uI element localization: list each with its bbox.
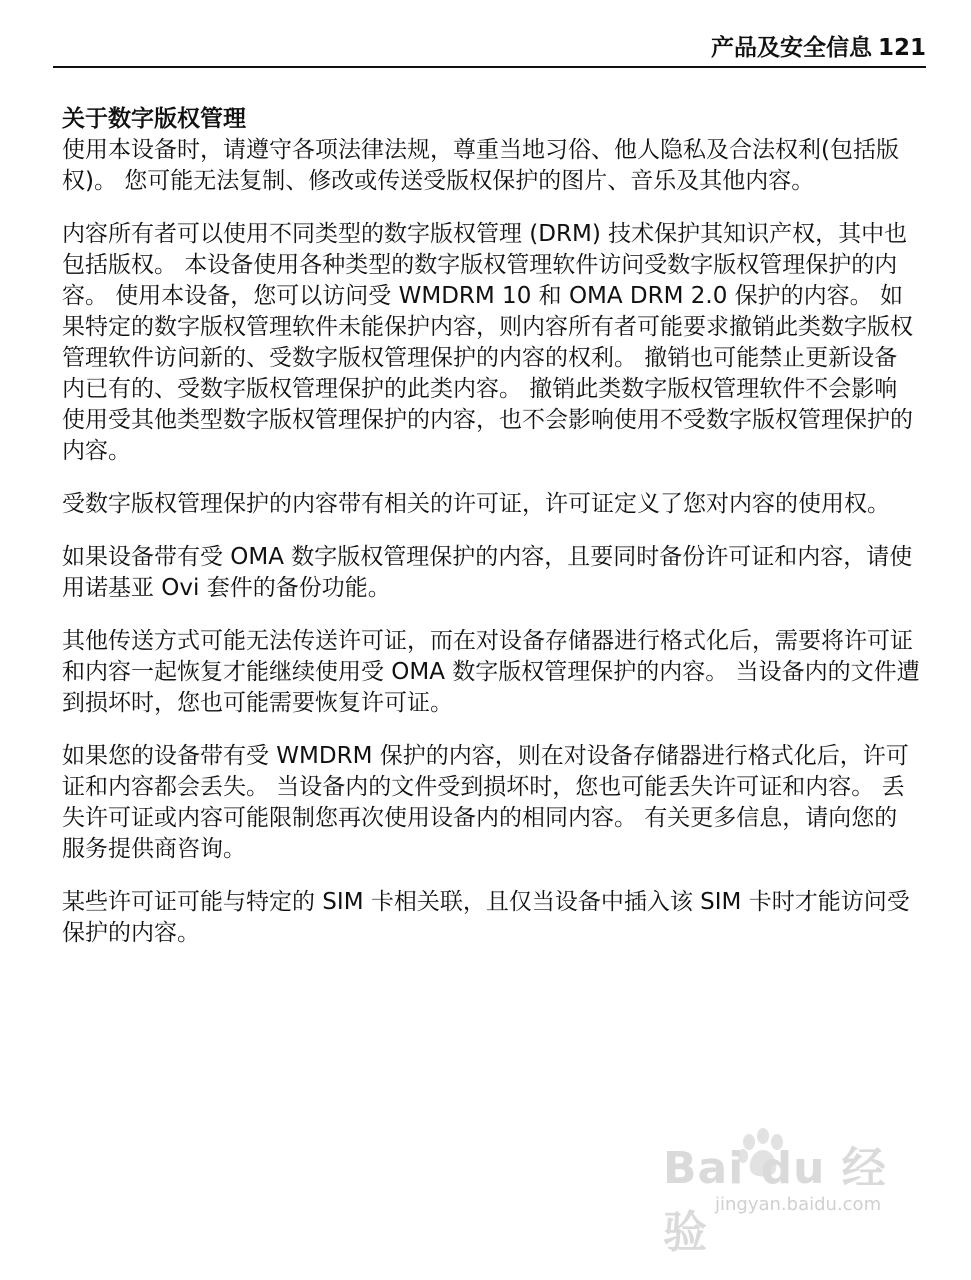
page-number: 121 [877, 35, 926, 61]
paragraph-2: 内容所有者可以使用不同类型的数字版权管理 (DRM) 技术保护其知识产权，其中也包括版权。 本设备使用各种类型的数字版权管理软件访问受数字版权管理保护的内容。 使用本设备，您可以访问受 WMDRM 10 和 OMA DRM 2.0 保护的内容。 如果特定的数字版权管理软件未能保护内容，则内容所有者可能要求撤销此类数字版权管理软件访问新的、受数字版权管理保护的内容的权利。 撤销也可能禁止更新设备内已有的、受数字版权管理保护的此类内容。 撤销此类数字版权管理软件不会影响使用受其他类型数字版权管理保护的内容，也不会影响使用不受数字版权管理保护的内容。 [62, 221, 913, 464]
chapter-title: 产品及安全信息 [710, 35, 872, 61]
paragraph-5: 其他传送方式可能无法传送许可证，而在对设备存储器进行格式化后，需要将许可证和内容一起恢复才能继续使用受 OMA 数字版权管理保护的内容。 当设备内的文件遭到损坏时，您也可能需要恢复许可证。 [62, 628, 920, 716]
paragraph-1: 使用本设备时，请遵守各项法律法规，尊重当地习俗、他人隐私及合法权利(包括版权)。 您可能无法复制、修改或传送受版权保护的图片、音乐及其他内容。 [62, 137, 899, 194]
watermark-url: jingyan.baidu.com [715, 1194, 882, 1215]
header-title [711, 29, 926, 66]
watermark-logo: Bai du 经验 [663, 1143, 887, 1258]
paragraph-7: 某些许可证可能与特定的 SIM 卡相关联，且仅当设备中插入该 SIM 卡时才能访问受保护的内容。 [62, 889, 910, 946]
baidu-watermark [663, 1132, 913, 1258]
section-heading: 关于数字版权管理 [62, 106, 246, 132]
paragraph-6: 如果您的设备带有受 WMDRM 保护的内容，则在对设备存储器进行格式化后，许可证和内容都会丢失。 当设备内的文件受到损坏时，您也可能丢失许可证和内容。 丢失许可证或内容可能限制您再次使用设备内的相同内容。 有关更多信息，请向您的服务提供商咨询。 [62, 743, 909, 862]
main-content [62, 104, 920, 971]
paragraph-3: 受数字版权管理保护的内容带有相关的许可证，许可证定义了您对内容的使用权。 [62, 491, 890, 517]
page-header [53, 30, 926, 68]
paragraph-4: 如果设备带有受 OMA 数字版权管理保护的内容，且要同时备份许可证和内容，请使用诺基亚 Ovi 套件的备份功能。 [62, 544, 913, 601]
